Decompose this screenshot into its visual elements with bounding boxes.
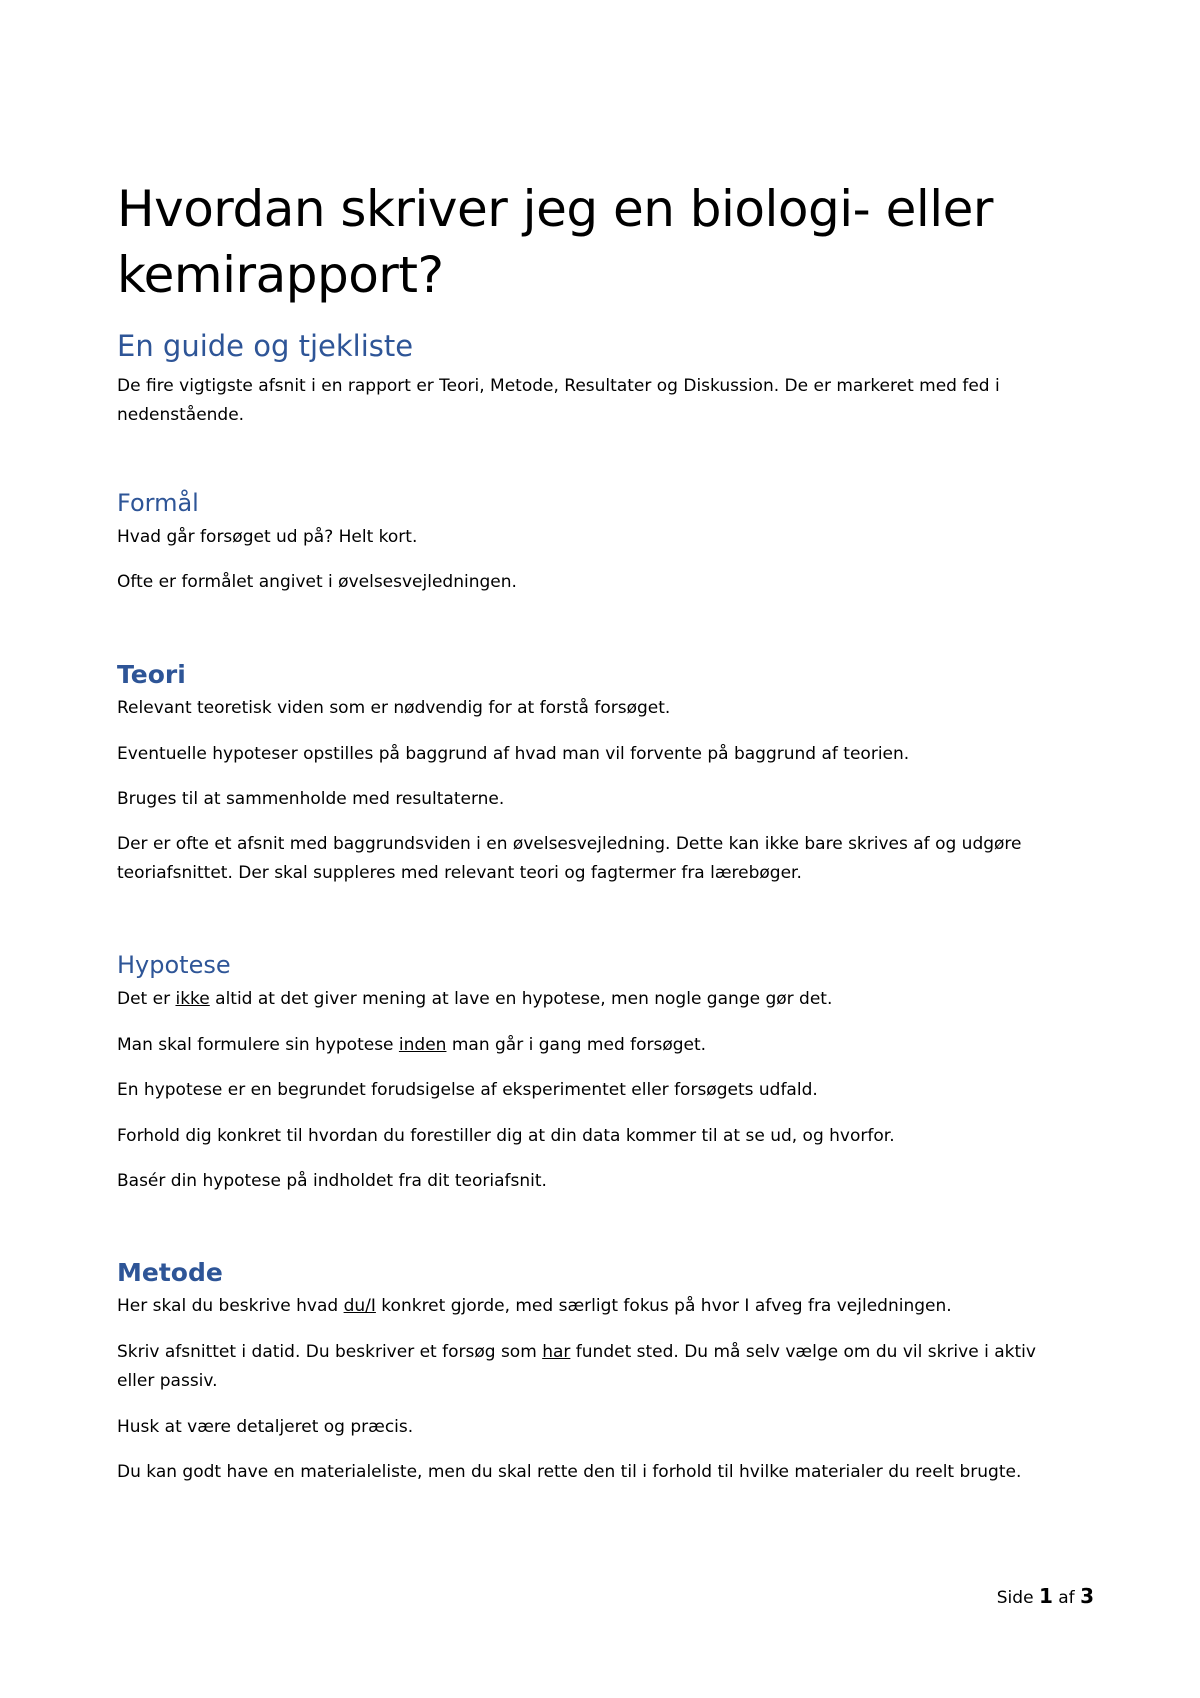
- metode-paragraph-2: Skriv afsnittet i datid. Du beskriver et forsøg som har fundet sted. Du må selv vælge om du vil skrive i aktiv eller passiv.: [117, 1342, 1036, 1391]
- footer-page-number: 1: [1038, 1584, 1053, 1608]
- metode-paragraph-4: Du kan godt have en materialeliste, men du skal rette den til i forhold til hvilke materialer du reelt brugte.: [117, 1462, 1022, 1482]
- teori-paragraph-2: Eventuelle hypoteser opstilles på baggrund af hvad man vil forvente på baggrund af teorien.: [117, 744, 910, 764]
- hypotese-paragraph-1: Det er ikke altid at det giver mening at lave en hypotese, men nogle gange gør det.: [117, 989, 833, 1009]
- heading-metode: Metode: [117, 1258, 223, 1287]
- teori-paragraph-1: Relevant teoretisk viden som er nødvendig for at forstå forsøget.: [117, 698, 671, 718]
- document-title: Hvordan skriver jeg en biologi- eller kemirapport?: [117, 180, 993, 304]
- footer-total-pages: 3: [1080, 1584, 1094, 1608]
- hypotese-paragraph-4: Forhold dig konkret til hvordan du forestiller dig at din data kommer til at se ud, og hvorfor.: [117, 1126, 895, 1146]
- hypotese-paragraph-2: Man skal formulere sin hypotese inden man går i gang med forsøget.: [117, 1035, 707, 1055]
- intro-paragraph: De fire vigtigste afsnit i en rapport er Teori, Metode, Resultater og Diskussion. De er markeret med fed i nedenstående.: [117, 376, 1000, 425]
- teori-paragraph-3: Bruges til at sammenholde med resultaterne.: [117, 789, 505, 809]
- document-subtitle: En guide og tjekliste: [117, 329, 414, 363]
- heading-hypotese: Hypotese: [117, 951, 231, 979]
- footer-af-label: af: [1058, 1588, 1075, 1608]
- footer-side-label: Side: [996, 1588, 1034, 1608]
- heading-formaal: Formål: [117, 489, 199, 517]
- formaal-paragraph-2: Ofte er formålet angivet i øvelsesvejledningen.: [117, 572, 517, 592]
- formaal-paragraph-1: Hvad går forsøget ud på? Helt kort.: [117, 527, 418, 547]
- hypotese-paragraph-5: Basér din hypotese på indholdet fra dit teoriafsnit.: [117, 1171, 547, 1191]
- page-footer: [997, 1584, 1094, 1608]
- teori-paragraph-4: Der er ofte et afsnit med baggrundsviden i en øvelsesvejledning. Dette kan ikke bare skrives af og udgøre teoriafsnittet. Der skal suppleres med relevant teori og fagtermer fra lærebøger.: [117, 834, 1022, 883]
- metode-paragraph-3: Husk at være detaljeret og præcis.: [117, 1417, 414, 1437]
- heading-teori: Teori: [117, 660, 186, 689]
- metode-paragraph-1: Her skal du beskrive hvad du/I konkret gjorde, med særligt fokus på hvor I afveg fra vejledningen.: [117, 1296, 952, 1316]
- hypotese-paragraph-3: En hypotese er en begrundet forudsigelse af eksperimentet eller forsøgets udfald.: [117, 1080, 818, 1100]
